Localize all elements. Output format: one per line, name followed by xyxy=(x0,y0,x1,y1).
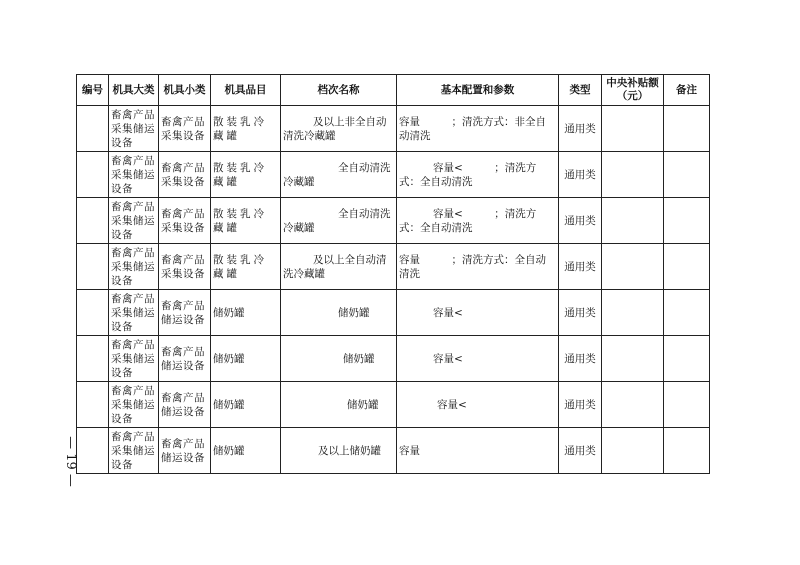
cell-category: 畜禽产品采集储运设备 xyxy=(109,244,159,290)
cell-category: 畜禽产品采集储运设备 xyxy=(109,152,159,198)
cell-subcategory: 畜禽产品储运设备 xyxy=(159,428,211,474)
cell-type: 通用类 xyxy=(559,290,602,336)
cell-subcategory: 畜禽产品采集设备 xyxy=(159,106,211,152)
subsidy-table xyxy=(76,74,710,474)
cell-no xyxy=(77,428,109,474)
cell-item: 散装乳冷藏罐 xyxy=(211,198,281,244)
cell-no xyxy=(77,336,109,382)
cell-subcategory: 畜禽产品采集设备 xyxy=(159,152,211,198)
cell-config: 容量 ；清洗方式：全自动清洗 xyxy=(397,244,559,290)
cell-subcategory: 畜禽产品采集设备 xyxy=(159,198,211,244)
cell-subsidy xyxy=(602,290,664,336)
cell-type: 通用类 xyxy=(559,336,602,382)
header-grade: 档次名称 xyxy=(281,75,397,106)
cell-grade: 全自动清洗冷藏罐 xyxy=(281,198,397,244)
cell-config: 容量< xyxy=(397,336,559,382)
cell-remark xyxy=(664,198,710,244)
cell-type: 通用类 xyxy=(559,244,602,290)
cell-no xyxy=(77,382,109,428)
cell-grade: 储奶罐 xyxy=(281,336,397,382)
cell-no xyxy=(77,244,109,290)
cell-remark xyxy=(664,382,710,428)
cell-type: 通用类 xyxy=(559,152,602,198)
cell-subsidy xyxy=(602,106,664,152)
cell-grade: 储奶罐 xyxy=(281,290,397,336)
header-subsidy-line1: 中央补贴额 xyxy=(606,77,659,89)
cell-subsidy xyxy=(602,382,664,428)
cell-item: 储奶罐 xyxy=(211,336,281,382)
cell-grade: 储奶罐 xyxy=(281,382,397,428)
cell-no xyxy=(77,198,109,244)
cell-config: 容量< ；清洗方式：全自动清洗 xyxy=(397,152,559,198)
cell-subsidy xyxy=(602,244,664,290)
header-subcategory: 机具小类 xyxy=(159,75,211,106)
cell-subsidy xyxy=(602,152,664,198)
page-number: — 19 — xyxy=(62,436,78,487)
table-body xyxy=(77,106,710,474)
table-row xyxy=(77,336,710,382)
cell-config: 容量< xyxy=(397,382,559,428)
cell-grade: 及以上非全自动清洗冷藏罐 xyxy=(281,106,397,152)
cell-no xyxy=(77,290,109,336)
header-item: 机具品目 xyxy=(211,75,281,106)
header-no: 编号 xyxy=(77,75,109,106)
cell-category: 畜禽产品采集储运设备 xyxy=(109,198,159,244)
cell-item: 散装乳冷藏罐 xyxy=(211,152,281,198)
cell-subsidy xyxy=(602,428,664,474)
cell-subsidy xyxy=(602,198,664,244)
header-row xyxy=(77,75,710,106)
cell-grade: 及以上全自动清洗冷藏罐 xyxy=(281,244,397,290)
cell-item: 储奶罐 xyxy=(211,290,281,336)
cell-type: 通用类 xyxy=(559,428,602,474)
header-config: 基本配置和参数 xyxy=(397,75,559,106)
cell-no xyxy=(77,152,109,198)
cell-remark xyxy=(664,290,710,336)
cell-subsidy xyxy=(602,336,664,382)
table-row xyxy=(77,290,710,336)
cell-grade: 及以上储奶罐 xyxy=(281,428,397,474)
cell-type: 通用类 xyxy=(559,382,602,428)
header-category: 机具大类 xyxy=(109,75,159,106)
cell-config: 容量 xyxy=(397,428,559,474)
header-remark: 备注 xyxy=(664,75,710,106)
cell-item: 储奶罐 xyxy=(211,428,281,474)
table-row xyxy=(77,152,710,198)
cell-remark xyxy=(664,428,710,474)
header-subsidy-line2: （元） xyxy=(616,90,649,102)
cell-config: 容量 ；清洗方式：非全自动清洗 xyxy=(397,106,559,152)
cell-category: 畜禽产品采集储运设备 xyxy=(109,336,159,382)
cell-subcategory: 畜禽产品储运设备 xyxy=(159,290,211,336)
cell-no xyxy=(77,106,109,152)
cell-subcategory: 畜禽产品采集设备 xyxy=(159,244,211,290)
cell-remark xyxy=(664,244,710,290)
cell-type: 通用类 xyxy=(559,106,602,152)
table-row xyxy=(77,382,710,428)
page-number-wrapper xyxy=(55,432,78,492)
table-row xyxy=(77,244,710,290)
cell-config: 容量< xyxy=(397,290,559,336)
cell-grade: 全自动清洗冷藏罐 xyxy=(281,152,397,198)
cell-category: 畜禽产品采集储运设备 xyxy=(109,106,159,152)
table-row xyxy=(77,106,710,152)
header-subsidy xyxy=(602,75,664,106)
header-type: 类型 xyxy=(559,75,602,106)
cell-item: 散装乳冷藏罐 xyxy=(211,106,281,152)
cell-category: 畜禽产品采集储运设备 xyxy=(109,290,159,336)
cell-category: 畜禽产品采集储运设备 xyxy=(109,382,159,428)
cell-remark xyxy=(664,336,710,382)
cell-category: 畜禽产品采集储运设备 xyxy=(109,428,159,474)
cell-remark xyxy=(664,152,710,198)
table-row xyxy=(77,428,710,474)
cell-config: 容量< ；清洗方式：全自动清洗 xyxy=(397,198,559,244)
cell-type: 通用类 xyxy=(559,198,602,244)
cell-remark xyxy=(664,106,710,152)
cell-item: 储奶罐 xyxy=(211,382,281,428)
table-row xyxy=(77,198,710,244)
cell-subcategory: 畜禽产品储运设备 xyxy=(159,382,211,428)
cell-item: 散装乳冷藏罐 xyxy=(211,244,281,290)
cell-subcategory: 畜禽产品储运设备 xyxy=(159,336,211,382)
